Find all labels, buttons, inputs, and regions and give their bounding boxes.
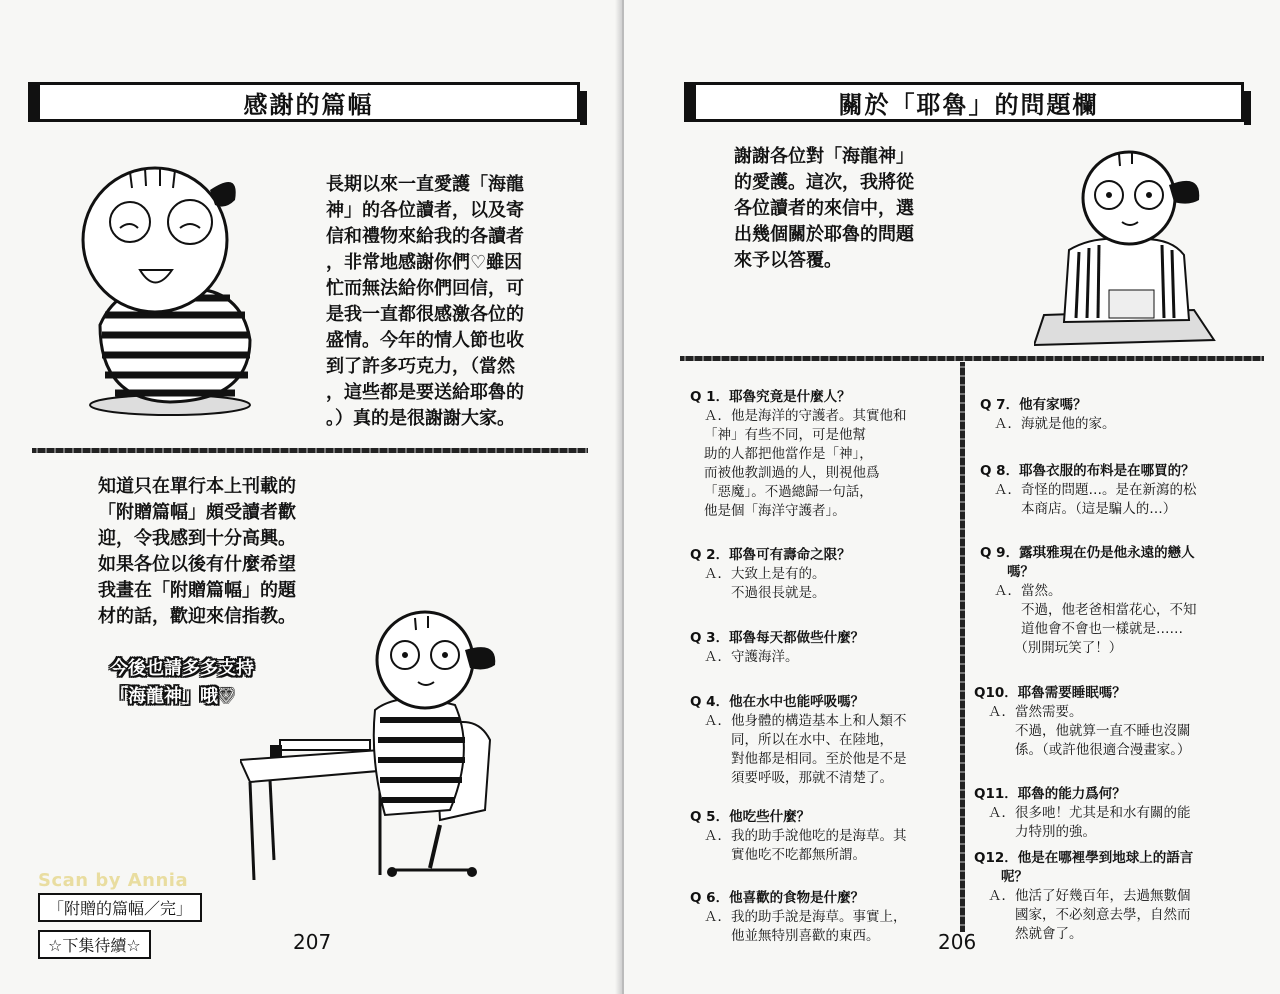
left-page: [0, 0, 623, 994]
qa-item: [690, 693, 907, 788]
left-page-title: 感謝的篇幅: [243, 90, 374, 119]
qa-item: [980, 544, 1197, 658]
left-page-title-bar: [28, 82, 580, 122]
answer: Ａ．奇怪的問題…。是在新瀉的松 本商店。（這是騙人的…）: [994, 482, 1197, 517]
qa-intro: 謝謝各位對「海龍神」 的愛護。這次，我將從 各位讀者的來信中，選 出幾個關於耶魯的問題 來予以答覆。: [734, 146, 914, 271]
right-page-title-bar: [684, 82, 1244, 122]
answer: Ａ．我的助手說他吃的是海草。其 實他吃不吃都無所謂。: [704, 828, 907, 863]
author-seated-illustration: [1034, 140, 1224, 350]
next-volume-label: ☆下集待續☆: [38, 930, 151, 959]
qa-divider: [680, 356, 1264, 361]
question: Q11．耶魯的能力爲何？: [974, 786, 1126, 802]
question: Q 2．耶魯可有壽命之限？: [690, 547, 851, 563]
qa-item: [690, 889, 907, 946]
qa-item: [980, 462, 1197, 519]
answer: Ａ．守護海洋。: [704, 649, 799, 665]
question: Q 5．他吃些什麼？: [690, 809, 811, 825]
left-page-number: 207: [293, 930, 332, 954]
thanks-paragraph: 長期以來一直愛護「海龍 神」的各位讀者，以及寄 信和禮物來給我的各讀者 ，非常地感謝你們♡雖因 忙而無法給你們回信，可 是我一直都很感激各位的 盛情。今年的情人節也收 到了許多巧克力，（當然 ，這些都是要送給耶魯的 。）真的是很謝謝大家。: [326, 174, 524, 429]
answer: Ａ．大致上是有的。 不過很長就是。: [704, 566, 826, 601]
answer: Ａ．當然。 不過，他老爸相當花心，不知 道他會不會也一樣就是…… （別開玩笑了！）: [994, 583, 1197, 656]
question: Q 3．耶魯每天都做些什麼？: [690, 630, 865, 646]
question: Q10．耶魯需要睡眠嗎？: [974, 685, 1126, 701]
qa-item: [974, 849, 1193, 944]
answer: Ａ．他身體的構造基本上和人類不 同，所以在水中、在陸地， 對他都是相同。至於他是不是 須要呼吸，那就不清楚了。: [704, 713, 907, 786]
end-label: 「附贈的篇幅／完」: [38, 893, 202, 922]
author-kneeling-illustration: [60, 150, 290, 420]
question: Q 6．他喜歡的食物是什麼？: [690, 890, 865, 906]
support-line-2: 「海龍神」哦♡: [110, 686, 235, 707]
scan-credit: Scan by Annia: [38, 870, 189, 891]
question: Q 7．他有家嗎？: [980, 397, 1087, 413]
question: Q 4．他在水中也能呼吸嗎？: [690, 694, 865, 710]
question: Q 9．露琪雅現在仍是他永遠的戀人 嗎？: [980, 545, 1195, 580]
answer: Ａ．我的助手說是海草。事實上， 他並無特別喜歡的東西。: [704, 909, 907, 944]
question: Q12．他是在哪裡學到地球上的語言 呢？: [974, 850, 1194, 885]
qa-item: [980, 396, 1116, 434]
support-line-1: 今後也請多多支持: [110, 658, 254, 679]
question: Q 8．耶魯衣服的布料是在哪買的？: [980, 463, 1195, 479]
qa-item: [974, 684, 1191, 760]
answer: Ａ．很多吔！尤其是和水有關的能 力特別的強。: [988, 805, 1191, 840]
qa-item: [690, 629, 864, 667]
section-divider: [32, 448, 588, 453]
right-page-number: 206: [938, 930, 977, 954]
bonus-paragraph: 知道只在單行本上刊載的 「附贈篇幅」頗受讀者歡 迎，令我感到十分高興。 如果各位以後有什麼希望 我畫在「附贈篇幅」的題 材的話，歡迎來信指教。: [98, 476, 296, 627]
qa-column-divider: [960, 362, 965, 932]
right-page: [624, 0, 1280, 994]
qa-item: [690, 388, 907, 521]
answer: Ａ．他活了好幾百年，去過無數個 國家，不必刻意去學，自然而 然就會了。: [988, 888, 1191, 942]
answer: Ａ．他是海洋的守護者。其實他和 「神」有些不同，可是他幫 助的人都把他當作是「神」， 而被他教訓過的人，則視他爲 「惡魔」。不過總歸一句話， 他是個「海洋守護者」。: [704, 408, 907, 519]
author-at-desk-illustration: [240, 610, 510, 890]
answer: Ａ．當然需要。 不過，他就算一直不睡也沒關 係。（或許他很適合漫畫家。）: [988, 704, 1191, 758]
qa-item: [690, 546, 851, 603]
answer: Ａ．海就是他的家。: [994, 416, 1116, 432]
qa-item: [974, 785, 1191, 842]
qa-item: [690, 808, 907, 865]
question: Q 1．耶魯究竟是什麼人？: [690, 389, 851, 405]
right-page-title: 關於「耶魯」的問題欄: [838, 90, 1099, 119]
